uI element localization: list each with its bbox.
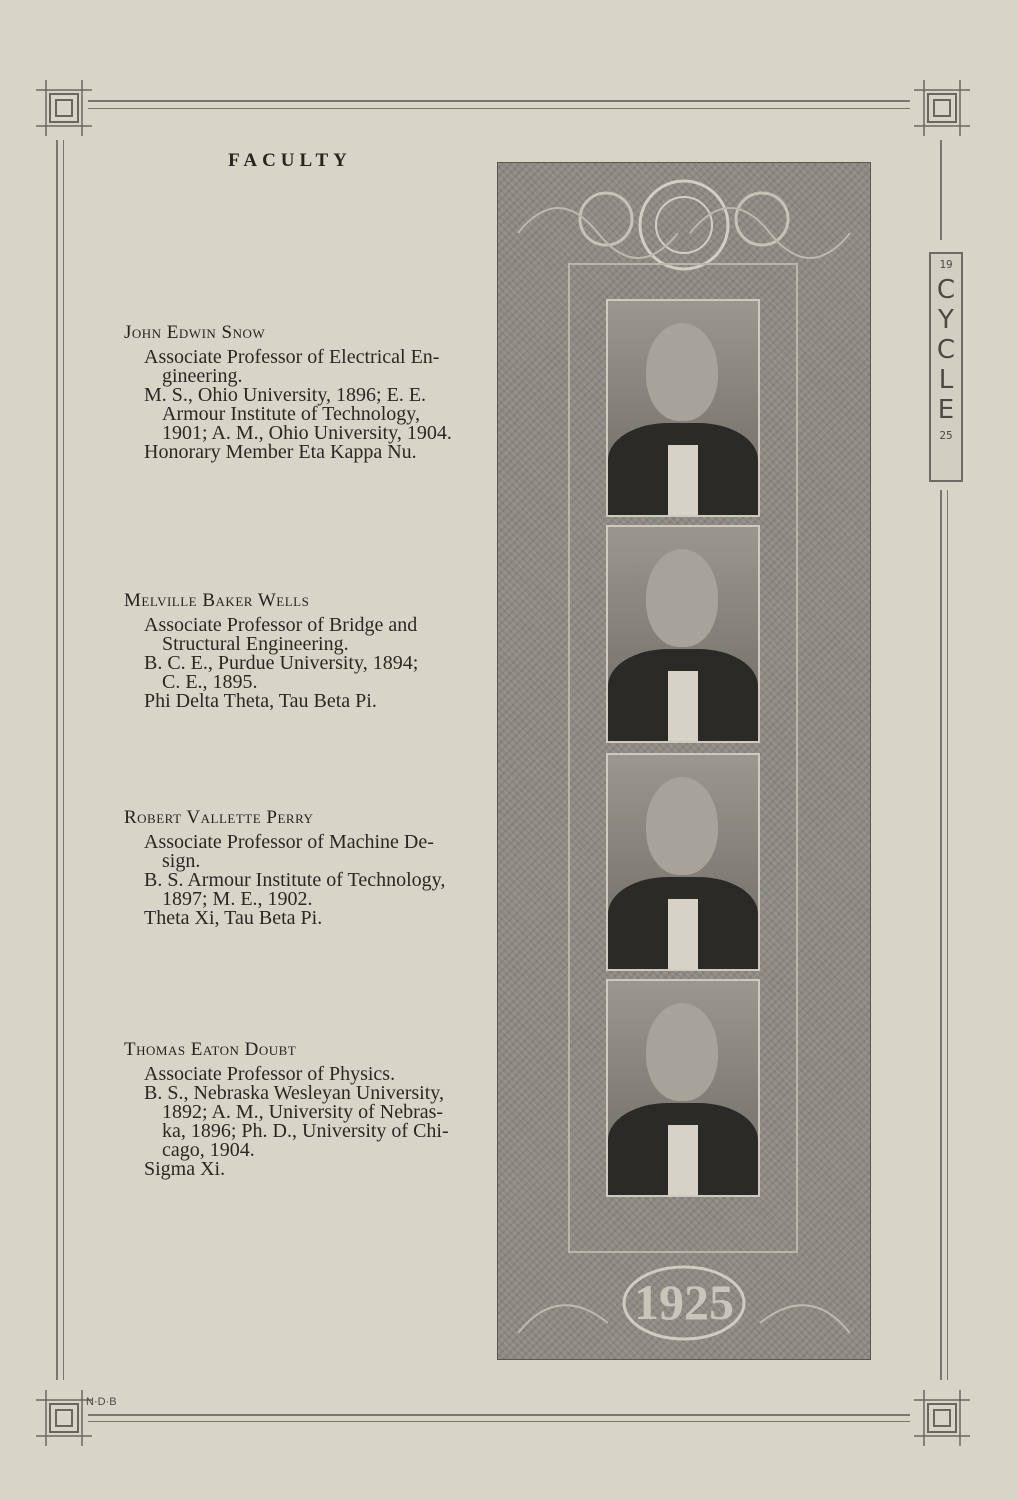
entry-line: B. C. E., Purdue University, 1894;: [144, 652, 419, 674]
faculty-entry: [124, 1039, 466, 1179]
corner-ornament-top-left: [34, 78, 94, 138]
entry-line: Structural Engineering.: [162, 633, 349, 655]
entry-line: 1901; A. M., Ohio University, 1904.: [162, 422, 452, 444]
cycle-side-tab: [929, 252, 963, 482]
entry-line: 1897; M. E., 1902.: [162, 888, 313, 910]
faculty-entry: [124, 322, 466, 462]
entry-line: Associate Professor of Electrical En-: [144, 346, 440, 368]
faculty-name: Melville Baker Wells: [124, 590, 310, 611]
right-border: [940, 140, 942, 240]
entry-line: 1892; A. M., University of Nebras-: [162, 1101, 444, 1123]
side-tab-top: 19: [939, 258, 953, 271]
right-border-inner: [947, 490, 948, 1380]
entry-line: Sigma Xi.: [144, 1158, 226, 1180]
left-border: [56, 140, 58, 1380]
year-ornament: 1925: [634, 1274, 734, 1330]
entry-line: Armour Institute of Technology,: [162, 403, 420, 425]
faculty-entry: [124, 807, 466, 928]
top-border-inner: [88, 108, 910, 109]
faculty-name: Thomas Eaton Doubt: [124, 1039, 297, 1060]
entry-line: Associate Professor of Physics.: [144, 1063, 396, 1085]
portrait-panel: [497, 162, 871, 1360]
corner-ornament-bottom-left: [34, 1388, 94, 1448]
side-tab-letter: L: [938, 365, 954, 395]
entry-line: ka, 1896; Ph. D., University of Chi-: [162, 1120, 449, 1142]
entry-line: C. E., 1895.: [162, 671, 258, 693]
portrait-photo: [606, 299, 760, 517]
entry-line: Honorary Member Eta Kappa Nu.: [144, 441, 417, 463]
side-tab-letter: Y: [938, 305, 954, 335]
bottom-border: [88, 1414, 910, 1416]
faculty-name: John Edwin Snow: [124, 322, 266, 343]
entry-line: sign.: [162, 850, 201, 872]
portrait-photo: [606, 525, 760, 743]
faculty-name: Robert Vallette Perry: [124, 807, 314, 828]
entry-line: M. S., Ohio University, 1896; E. E.: [144, 384, 427, 406]
top-border: [88, 100, 910, 102]
corner-ornament-bottom-right: [912, 1388, 972, 1448]
side-tab-bottom: 25: [939, 429, 953, 442]
entry-line: Phi Delta Theta, Tau Beta Pi.: [144, 690, 377, 712]
engraver-mark: N·D·B: [86, 1396, 117, 1408]
entry-line: B. S. Armour Institute of Technology,: [144, 869, 446, 891]
corner-ornament-top-right: [912, 78, 972, 138]
left-border-inner: [63, 140, 64, 1380]
entry-line: cago, 1904.: [162, 1139, 255, 1161]
side-tab-letter: C: [936, 335, 956, 365]
right-border-lower: [940, 490, 942, 1380]
entry-line: Associate Professor of Bridge and: [144, 614, 418, 636]
faculty-entry: [124, 590, 466, 711]
entry-line: Associate Professor of Machine De-: [144, 831, 434, 853]
entry-line: Theta Xi, Tau Beta Pi.: [144, 907, 323, 929]
portrait-photo: [606, 979, 760, 1197]
side-tab-letter: C: [936, 275, 956, 305]
page-title: FACULTY: [228, 150, 352, 171]
entry-line: gineering.: [162, 365, 243, 387]
side-tab-letter: E: [937, 395, 955, 425]
portrait-photo: [606, 753, 760, 971]
entry-line: B. S., Nebraska Wesleyan University,: [144, 1082, 444, 1104]
bottom-border-inner: [88, 1421, 910, 1422]
